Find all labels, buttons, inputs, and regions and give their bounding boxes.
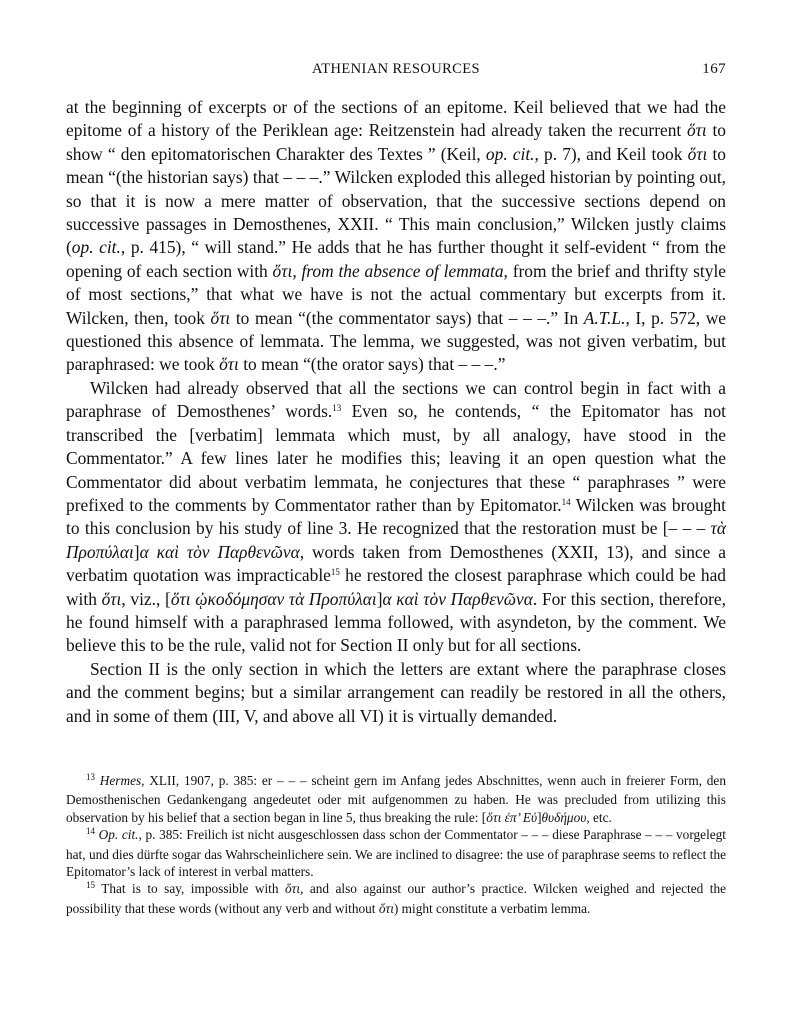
footnote-number: 13 (86, 771, 95, 782)
italic-run: ὅτι (210, 307, 231, 328)
footnote-number: 15 (86, 880, 95, 891)
italic-run: ὅτι (378, 900, 394, 916)
text-run: , viz., [ (121, 588, 171, 609)
footnote (66, 826, 726, 880)
italic-run: ὅτι ᾠκοδόμησαν τὰ Προπύλαι (170, 588, 377, 609)
footnote-reference: 13 (332, 403, 342, 414)
paragraph (66, 658, 726, 728)
italic-run: ὅτι (272, 260, 293, 281)
text-run: Wilcken had already observed that all the sections we can control begin in fact with a paraphrase of Demosthenes’ words. (66, 377, 726, 422)
italic-run: α καὶ τὸν Παρθενῶνα (382, 588, 533, 609)
text-run: That is to say, impossible with (95, 881, 285, 897)
italic-run: ὅτι (687, 143, 708, 164)
text-run: ] (537, 809, 542, 825)
text-run: , p. 7), and Keil took (534, 143, 688, 164)
text-run: to mean “(the orator says) that – – –.” (238, 354, 506, 375)
italic-run: Hermes (99, 772, 142, 788)
italic-run: op. cit. (71, 237, 121, 258)
footnote-reference: 15 (330, 567, 340, 578)
italic-run: ὅτι (219, 354, 239, 375)
text-run: ) might constitute a verbatim lemma. (393, 900, 591, 916)
text-run: , p. 415), “ will stand.” He adds that he has further thought it self-evident “ from the opening of each section with (66, 237, 726, 281)
paragraph (66, 96, 726, 377)
text-run: from the brief and thrifty style of most sections,” that what we have is not the actual commentary but excerpts from it. Wilcken, then, took (66, 260, 726, 328)
footnote-number: 14 (86, 826, 95, 837)
italic-run: ὅτι (284, 881, 301, 897)
italic-run: ὅτι (101, 588, 122, 609)
footnotes (66, 772, 726, 917)
footnote (66, 772, 726, 826)
text-run: ] (133, 541, 140, 562)
text-run: , and also against our author’s practice. Wilcken weighed and rejected the possibility that these words (without any verb and without (66, 881, 726, 916)
page (66, 58, 726, 917)
italic-run: Op. cit. (98, 827, 139, 843)
italic-run: op. cit. (485, 143, 535, 164)
text-run: at the beginning of excerpts or of the sections of an epitome. Keil believed that we had the epitome of a history of the Periklean age: Reitzenstein had already taken the recurrent (66, 97, 726, 141)
running-title: ATHENIAN RESOURCES (312, 61, 480, 77)
text-run: , p. 385: Freilich ist nicht ausgeschlossen dass schon der Commentator – – – diese Paraphrase – – – vorgelegt hat, und dies dürfte sogar das Wahrscheinlichere sein. We are inclined to disagree: the use of paraphrase seems to reflect the Epitomator’s lack of interest in verbal matters. (66, 827, 727, 879)
italic-run: τὰ Προπύλαι (66, 518, 726, 562)
running-head (66, 58, 726, 84)
text-run: , etc. (586, 809, 612, 825)
text-run: , words taken from Demosthenes (XXII, 13), and since a verbatim quotation was impracticable (66, 541, 726, 586)
text-run: , XLII, 1907, p. 385: er – – – scheint gern im Anfang jedes Abschnittes, wenn auch in freierer Form, den Demosthenischen Gedankengang angedeutet oder mit aufgenommen zu haben. He was precluded from utilizing this observation by his belief that a section began in line 5, thus breaking the rule: [ (66, 772, 726, 825)
text-run: , I, p. 572, we questioned this absence of lemmata. The lemma, we suggested, was not given verbatim, but paraphrased: we took (66, 307, 726, 375)
text-run: to mean “(the historian says) that – – –.” Wilcken exploded this alleged historian by pointing out, so that it is now a mere matter of observation, that the successive sections depend on successive passages in Demosthenes, XXII. “ This main conclusion,” Wilcken justly claims ( (66, 143, 726, 258)
page-number: 167 (702, 61, 726, 77)
italic-run: ὅτι ἐπ’ Εὐ (486, 809, 538, 825)
italic-run: θυδήμου (541, 809, 587, 825)
italic-run: A.T.L. (583, 307, 626, 328)
body-text (66, 96, 726, 728)
text-run: he restored the closest paraphrase which could be had with (66, 565, 726, 609)
paragraph (66, 377, 726, 658)
text-run: Even so, he contends, “ the Epitomator has not transcribed the [verbatim] lemmata which must, by all analogy, have stood in the Commentator.” A few lines later he modifies this; leaving it an open question what the Commentator did about verbatim lemmata, he conjectures that these “ paraphrases ” were prefixed to the comments by Commentator rather than by Epitomator. (66, 401, 726, 515)
text-run: to show “ den epitomatorischen Charakter des Textes ” (Keil, (66, 120, 727, 164)
italic-run: α καὶ τὸν Παρθενῶνα (139, 541, 300, 562)
italic-run: , from the absence of lemmata, (292, 260, 508, 281)
footnote (66, 880, 726, 917)
text-run: Section II is the only section in which the letters are extant where the paraphrase closes and the comment begins; but a similar arrangement can readily be restored in all the others, and in some of them (III, V, and above all VI) it is virtually demanded. (66, 658, 726, 726)
text-run: to mean “(the commentator says) that – – –.” In (230, 307, 584, 328)
text-run: Wilcken was brought to this conclusion by his study of line 3. He recognized that the restoration must be [– – – (66, 494, 726, 539)
text-run: ] (376, 588, 383, 609)
italic-run: ὅτι (686, 120, 707, 141)
text-run: . For this section, therefore, he found himself with a paraphrased lemma followed, with asyndeton, by the comment. We believe this to be the rule, valid not for Section II only but for all sections. (66, 588, 726, 656)
footnote-reference: 14 (561, 496, 571, 507)
